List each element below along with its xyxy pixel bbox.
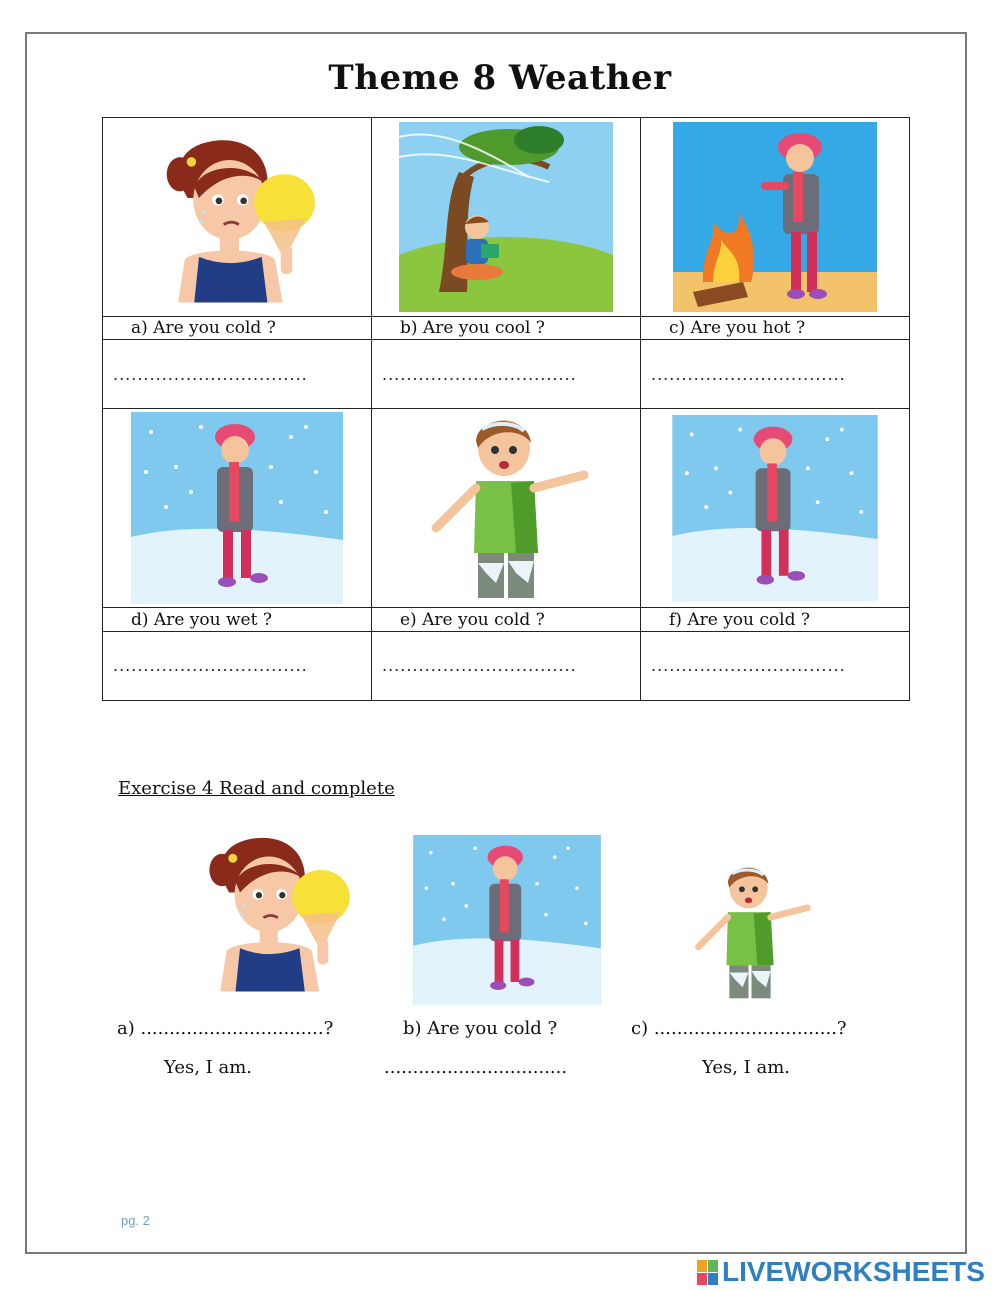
answer-f[interactable]: ................................ [641,631,910,700]
girl-with-fan-picture [186,823,366,998]
question-d: d) Are you wet ? [103,608,372,631]
picture-cell-c [641,118,910,317]
answer-a[interactable]: ................................ [103,340,372,409]
exercise-answer-c: Yes, I am. [702,1057,791,1078]
exercise-question-a[interactable]: a) ................................? [117,1018,334,1039]
picture-cell-a [103,118,372,317]
answer-b[interactable]: ................................ [372,340,641,409]
girl-in-snow-picture [413,835,601,1005]
frozen-boy-picture [416,413,596,603]
page-title: Theme 8 Weather [328,58,672,98]
question-b: b) Are you cool ? [372,317,641,340]
answer-d[interactable]: ................................ [103,631,372,700]
page-number: pg. 2 [121,1213,150,1228]
exercise-answer-a: Yes, I am. [164,1057,253,1078]
frozen-boy-picture [680,862,820,1002]
girl-in-snow-picture [672,415,878,601]
question-e: e) Are you cold ? [372,608,641,631]
girl-in-snow-picture [131,412,343,604]
exercise-grid [102,117,910,701]
girl-with-fan-picture [142,127,332,307]
picture-cell-f [641,409,910,608]
exercise-4-heading: Exercise 4 Read and complete [118,778,395,799]
answer-e[interactable]: ................................ [372,631,641,700]
exercise-question-c[interactable]: c) ................................? [631,1018,847,1039]
question-f: f) Are you cold ? [641,608,910,631]
boy-under-tree-picture [399,122,613,312]
question-a: a) Are you cold ? [103,317,372,340]
exercise-answer-b[interactable]: ................................ [384,1057,568,1078]
liveworksheets-logo[interactable] [697,1256,985,1288]
exercise-question-b: b) Are you cold ? [403,1018,558,1039]
picture-cell-b [372,118,641,317]
picture-cell-d [103,409,372,608]
brand-name: LIVEWORKSHEETS [722,1256,985,1287]
logo-squares-icon [697,1260,718,1285]
girl-by-campfire-picture [673,122,877,312]
answer-c[interactable]: ................................ [641,340,910,409]
picture-cell-e [372,409,641,608]
question-c: c) Are you hot ? [641,317,910,340]
